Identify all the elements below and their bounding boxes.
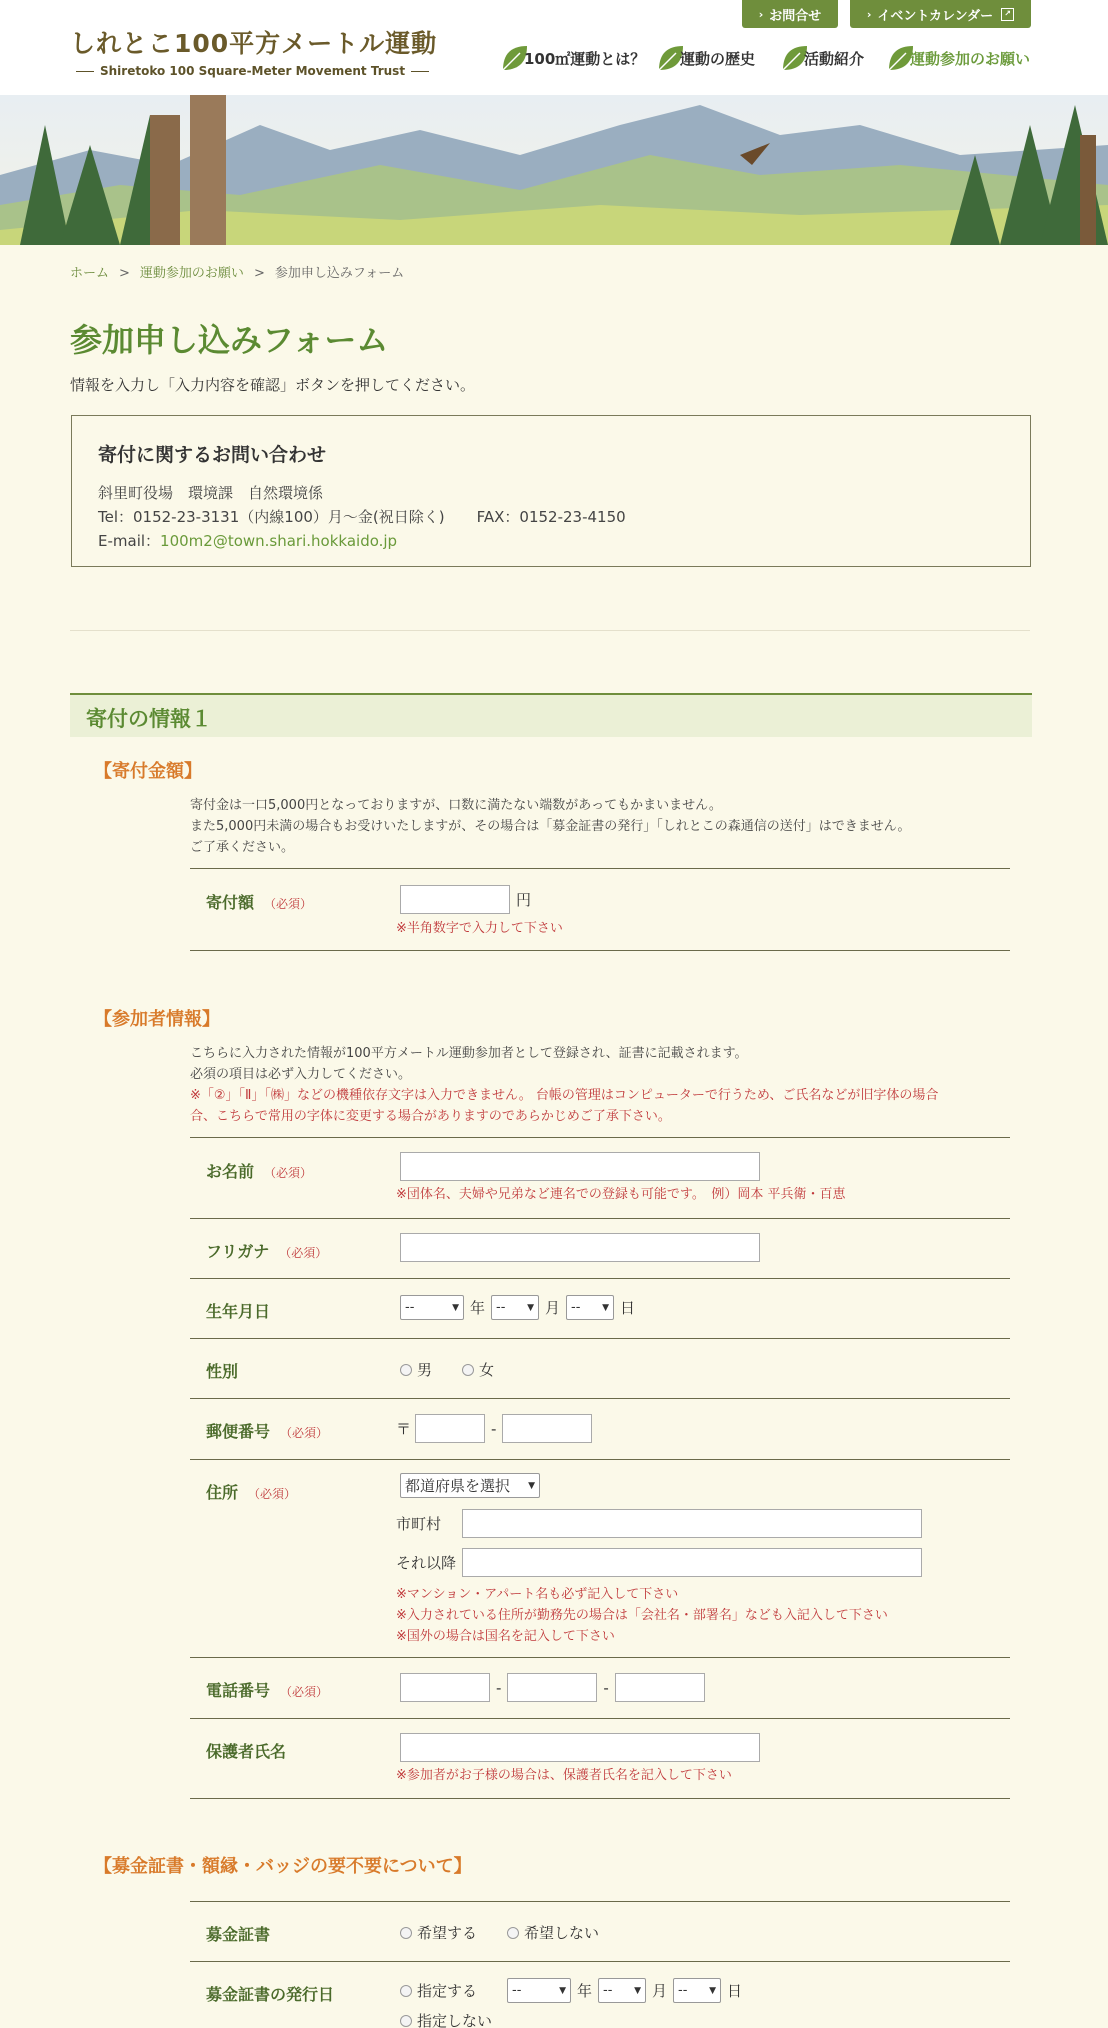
certificate-not-want-radio[interactable]: 希望しない <box>507 1922 599 1943</box>
page-title: 参加申し込みフォーム <box>70 321 389 359</box>
form-row-issue-date: 募金証書の発行日 指定する -- ▼ 年 -- ▼ 月 -- ▼ 日 指定しない <box>190 1961 1010 2028</box>
contact-email-line: E-mail：100m2@town.shari.hokkaido.jp <box>98 532 398 550</box>
issue-date-specify-radio[interactable]: 指定する <box>400 1980 477 2001</box>
zip-label: 郵便番号 （必須） <box>206 1422 329 1441</box>
form-row-name <box>190 1137 1010 1218</box>
name-input[interactable] <box>400 1152 760 1181</box>
gender-male-radio[interactable]: 男 <box>400 1359 432 1380</box>
section-title: 寄付の情報１ <box>70 693 1032 737</box>
guardian-input[interactable] <box>400 1733 760 1762</box>
caret-down-icon: ▼ <box>634 1985 642 1996</box>
contact-phone-line: Tel：0152-23-3131（内線100）月～金(祝日除く) FAX：0152-23-4150 <box>98 508 626 526</box>
birth-day-select[interactable]: -- ▼ <box>566 1295 614 1320</box>
amount-hint: ※半角数字で入力して下さい <box>396 921 563 936</box>
nav-item-history[interactable]: 運動の歴史 <box>656 40 755 76</box>
form-row-zip: 郵便番号 （必須） 〒 - <box>190 1398 1010 1459</box>
contact-box <box>71 415 1031 567</box>
certificate-want-radio[interactable]: 希望する <box>400 1922 477 1943</box>
yen-unit: 円 <box>516 891 532 909</box>
site-logo[interactable] <box>70 24 437 78</box>
gender-female-radio[interactable]: 女 <box>462 1359 494 1380</box>
zip-first-input[interactable] <box>415 1414 485 1443</box>
contact-button[interactable]: › お問合せ <box>742 0 838 28</box>
participant-heading: 【参加者情報】 <box>94 1009 220 1030</box>
nav-item-participate[interactable]: 運動参加のお願い <box>886 40 1030 76</box>
name-label: お名前 （必須） <box>206 1162 313 1181</box>
amount-note: 寄付金は一口5,000円となっておりますが、口数に満たない端数があってもかまいません。 また5,000円未満の場合もお受けいたしますが、その場合は「募金証書の発行」「しれとこの森通信の送付」はできません。 ご了承ください。 <box>190 798 911 855</box>
event-calendar-button[interactable]: › イベントカレンダー ↗ <box>850 0 1031 28</box>
phone-second-input[interactable] <box>507 1673 597 1702</box>
form-row-birthdate: 生年月日 -- ▼ 年 -- ▼ 月 -- ▼ 日 <box>190 1278 1010 1338</box>
chevron-right-icon: › <box>866 7 872 21</box>
external-link-icon: ↗ <box>1001 8 1014 21</box>
phone-label: 電話番号 （必須） <box>206 1681 329 1700</box>
birth-month-select[interactable]: -- ▼ <box>491 1295 539 1320</box>
nav-item-about[interactable]: 100㎡運動とは？ <box>500 40 645 76</box>
logo-subtitle: Shiretoko 100 Square-Meter Movement Trust <box>70 64 437 78</box>
birth-label: 生年月日 <box>206 1302 271 1321</box>
issue-year-select[interactable]: -- ▼ <box>507 1978 571 2003</box>
issue-date-not-specify-radio[interactable]: 指定しない <box>400 2010 492 2028</box>
certificate-heading: 【募金証書・額縁・バッジの要不要について】 <box>94 1856 472 1877</box>
contact-email-link[interactable]: 100m2@town.shari.hokkaido.jp <box>160 532 398 550</box>
form-row-gender <box>190 1338 1010 1398</box>
breadcrumb-home[interactable]: ホーム <box>70 266 110 281</box>
name-hint: ※団体名、夫婦や兄弟など連名での登録も可能です。 例）岡本 平兵衛・百恵 <box>396 1187 846 1202</box>
chevron-right-icon: › <box>758 7 764 21</box>
caret-down-icon: ▼ <box>452 1302 459 1313</box>
address-label: 住所 （必須） <box>206 1483 297 1502</box>
contact-office: 斜里町役場 環境課 自然環境係 <box>98 484 324 502</box>
address-hint: ※マンション・アパート名も必ず記入して下さい ※入力されている住所が勤務先の場合は「会社名・部署名」なども入記入して下さい ※国外の場合は国名を記入して下さい <box>396 1587 888 1644</box>
issue-day-select[interactable]: -- ▼ <box>673 1978 721 2003</box>
zip-second-input[interactable] <box>502 1414 592 1443</box>
caret-down-icon: ▼ <box>527 1302 535 1313</box>
form-row-kana <box>190 1218 1010 1278</box>
address-rest-input[interactable] <box>462 1548 922 1577</box>
logo-title: しれとこ100平方メートル運動 <box>70 29 438 58</box>
issue-month-select[interactable]: -- ▼ <box>598 1978 646 2003</box>
kana-input[interactable] <box>400 1233 760 1262</box>
kana-label: フリガナ （必須） <box>206 1242 328 1261</box>
divider <box>70 630 1030 631</box>
breadcrumb-participate[interactable]: 運動参加のお願い <box>139 266 244 281</box>
form-row-certificate <box>190 1901 1010 1961</box>
amount-heading: 【寄付金額】 <box>94 761 202 782</box>
guardian-hint: ※参加者がお子様の場合は、保護者氏名を記入して下さい <box>396 1768 732 1783</box>
caret-down-icon: ▼ <box>602 1302 610 1313</box>
city-input[interactable] <box>462 1509 922 1538</box>
issue-date-label: 募金証書の発行日 <box>206 1985 335 2004</box>
page-intro: 情報を入力し「入力内容を確認」ボタンを押してください。 <box>70 376 476 394</box>
form-row-amount <box>190 868 1010 951</box>
caret-down-icon: ▼ <box>559 1985 567 1996</box>
caret-down-icon: ▼ <box>709 1985 717 1996</box>
guardian-label: 保護者氏名 <box>206 1742 287 1761</box>
hero-banner-illustration <box>0 95 1108 245</box>
amount-label: 寄付額 （必須） <box>206 893 313 912</box>
breadcrumb-current: 参加申し込みフォーム <box>274 266 405 281</box>
caret-down-icon: ▼ <box>528 1480 535 1491</box>
address-rest-label: それ以降 <box>396 1554 457 1572</box>
phone-first-input[interactable] <box>400 1673 490 1702</box>
form-row-address <box>190 1459 1010 1657</box>
participant-note: こちらに入力された情報が100平方メートル運動参加者として登録され、証書に記載されます。 必須の項目は必ず入力してください。 ※「②」「Ⅱ」「㈱」などの機種依存文字は入力できません。 台帳の管理はコンピューターで行うため、ご氏名などが旧字体の場合 合、こちらで常用の字体に変更する場合がありますのであらかじめご了承下さい。 <box>190 1046 939 1124</box>
breadcrumb: ホーム > 運動参加のお願い > 参加申し込みフォーム <box>70 266 405 281</box>
city-label: 市町村 <box>396 1515 442 1533</box>
form-row-phone: 電話番号 （必須） - - <box>190 1657 1010 1718</box>
nav-item-activities[interactable]: 活動紹介 <box>780 40 864 76</box>
site-header <box>0 0 1108 95</box>
amount-input[interactable] <box>400 885 510 914</box>
birth-year-select[interactable]: -- ▼ <box>400 1295 464 1320</box>
gender-label: 性別 <box>206 1362 239 1381</box>
contact-title: 寄付に関するお問い合わせ <box>98 444 327 466</box>
phone-third-input[interactable] <box>615 1673 705 1702</box>
prefecture-select[interactable]: 都道府県を選択 ▼ <box>400 1473 540 1498</box>
form-row-guardian <box>190 1718 1010 1799</box>
certificate-label: 募金証書 <box>206 1925 271 1944</box>
